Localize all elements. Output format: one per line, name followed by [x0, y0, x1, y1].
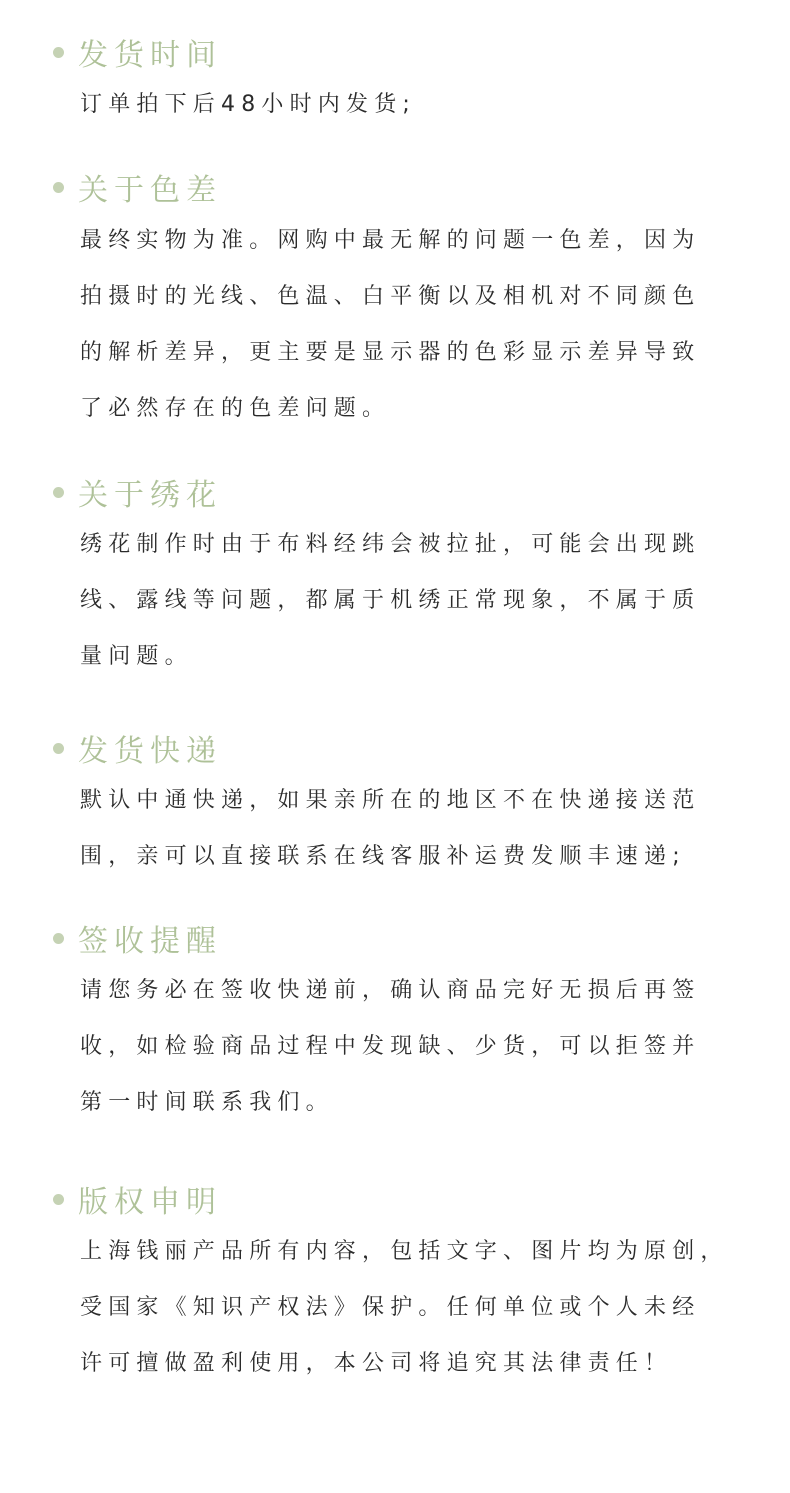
body-line: 上海钱丽产品所有内容，包括文字、图片均为原创，	[80, 1239, 729, 1264]
section-title: 版权申明	[78, 1185, 222, 1220]
body-line: 的解析差异，更主要是显示器的色彩显示差异导致	[80, 340, 701, 365]
body-line: 拍摄时的光线、色温、白平衡以及相机对不同颜色	[80, 284, 701, 309]
section-heading	[53, 1179, 222, 1219]
body-line: 最终实物为准。网购中最无解的问题一色差，因为	[80, 228, 701, 253]
body-line: 了必然存在的色差问题。	[80, 396, 391, 421]
body-line: 默认中通快递，如果亲所在的地区不在快递接送范	[80, 788, 701, 813]
section-title: 发货时间	[78, 38, 222, 73]
body-line: 第一时间联系我们。	[80, 1090, 334, 1115]
body-line: 量问题。	[80, 644, 193, 669]
bullet-dot-icon	[53, 487, 64, 498]
section-heading	[53, 918, 222, 958]
body-line: 受国家《知识产权法》保护。任何单位或个人未经	[80, 1295, 701, 1320]
body-line: 请您务必在签收快递前，确认商品完好无损后再签	[80, 978, 701, 1003]
section-title: 关于绣花	[78, 478, 222, 513]
bullet-dot-icon	[53, 182, 64, 193]
body-line: 订单拍下后48小时内发货;	[80, 92, 417, 117]
body-line: 绣花制作时由于布料经纬会被拉扯，可能会出现跳	[80, 532, 701, 557]
bullet-dot-icon	[53, 933, 64, 944]
body-line: 线、露线等问题，都属于机绣正常现象，不属于质	[80, 588, 701, 613]
bullet-dot-icon	[53, 1194, 64, 1205]
section-title: 发货快递	[78, 734, 222, 769]
section-title: 关于色差	[78, 173, 222, 208]
section-heading	[53, 472, 222, 512]
bullet-dot-icon	[53, 743, 64, 754]
section-heading	[53, 728, 222, 768]
body-line: 围，亲可以直接联系在线客服补运费发顺丰速递;	[80, 844, 686, 869]
section-title: 签收提醒	[78, 924, 222, 959]
body-line: 收，如检验商品过程中发现缺、少货，可以拒签并	[80, 1034, 701, 1059]
section-heading	[53, 167, 222, 207]
body-line: 许可擅做盈利使用，本公司将追究其法律责任！	[80, 1351, 673, 1376]
bullet-dot-icon	[53, 47, 64, 58]
section-heading	[53, 32, 222, 72]
